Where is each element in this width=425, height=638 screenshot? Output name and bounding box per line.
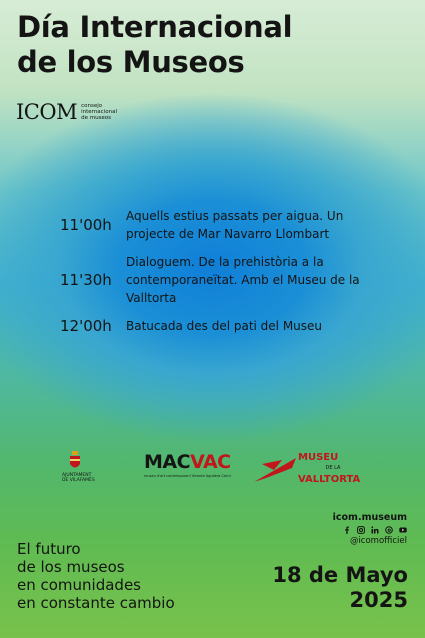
instagram-icon[interactable] [357,526,365,534]
macvac-wordmark [144,450,236,474]
linkedin-icon[interactable] [371,526,379,534]
event-date [272,563,408,613]
website-link[interactable]: icom.museum [332,512,407,523]
icom-subtitle: consejo internacional de museos [81,103,117,121]
schedule-item [60,207,380,243]
museu-valltorta-text [298,452,368,485]
threads-icon[interactable] [385,526,393,534]
tagline [17,540,175,612]
schedule-text: Batucada des del pati del Museu [126,319,323,333]
schedule [60,207,380,345]
schedule-time: 12'00h [60,317,112,335]
facebook-icon[interactable] [343,526,351,534]
social-icons [333,526,407,534]
event-title [17,10,337,80]
valltorta-emblem-icon [252,454,298,484]
ajuntament-text: AJUNTAMENT DE VILAFAMÉS [62,473,95,483]
macvac-subtitle: museu d'art contemporani Vicente Aguilera Cerni [144,474,231,478]
ajuntament-vilafames-logo [62,450,122,486]
tagline-line: en comunidades [17,576,141,594]
social-handle[interactable]: @icomofficiel [349,536,407,546]
date-day-month: 18 de Mayo [272,563,408,587]
tagline-line: de los museos [17,558,125,576]
schedule-time: 11'00h [60,216,112,234]
youtube-icon[interactable] [399,526,407,534]
date-year: 2025 [349,588,408,612]
title-line-1: Día Internacional [17,10,293,44]
title-line-2: de los Museos [17,45,245,79]
sponsor-logos [0,448,425,488]
museu-line-1: MUSEU [298,452,339,463]
social-block [333,512,407,546]
schedule-text: Aquells estius passats per aigua. Un projecte de Mar Navarro Llombart [126,209,344,241]
museu-line-3: VALLTORTA [298,474,361,485]
museu-line-2: DE LA [325,465,341,471]
icom-logo [16,100,117,124]
tagline-line: en constante cambio [17,594,175,612]
schedule-item [60,253,380,307]
schedule-item [60,317,380,335]
tagline-line: El futuro [17,540,81,558]
museu-valltorta-logo [252,452,367,484]
macvac-right: VAC [190,451,231,473]
schedule-text: Dialoguem. De la prehistòria a la contemporaneïtat. Amb el Museu de la Valltorta [126,255,360,305]
macvac-left: MAC [144,451,191,473]
macvac-logo [144,450,236,486]
schedule-time: 11'30h [60,271,112,289]
icom-wordmark: ICOM [16,100,78,124]
coat-of-arms-icon [68,450,82,472]
